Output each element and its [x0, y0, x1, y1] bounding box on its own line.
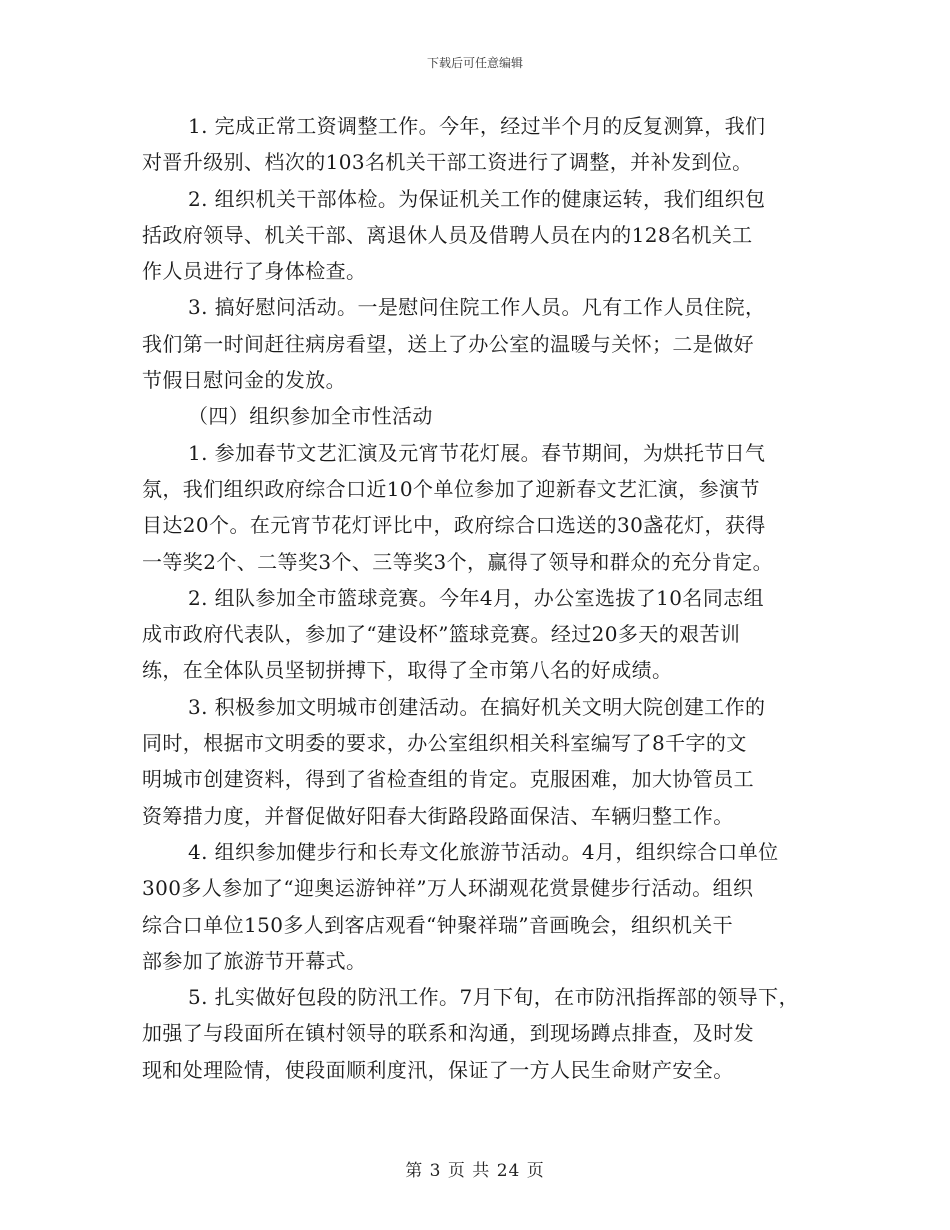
paragraph-line: 成市政府代表队，参加了“建设杯”篮球竞赛。经过20多天的艰苦训 — [142, 622, 741, 647]
paragraph-line: 4. 组织参加健步行和长寿文化旅游节活动。4月，组织综合口单位 — [188, 839, 779, 864]
paragraph-line: 1. 完成正常工资调整工作。今年，经过半个月的反复测算，我们 — [188, 114, 766, 138]
paragraph-line: 同时，根据市文明委的要求，办公室组织相关科室编写了8千字的文 — [142, 731, 747, 756]
paragraph-line: 我们第一时间赶往病房看望，送上了办公室的温暖与关怀；二是做好 — [142, 331, 754, 356]
paragraph-line: 作人员进行了身体检查。 — [142, 259, 367, 284]
paragraph-line: 现和处理险情，使段面顺利度汛，保证了一方人民生命财产安全。 — [142, 1057, 734, 1082]
paragraph-line: 3. 积极参加文明城市创建活动。在搞好机关文明大院创建工作的 — [188, 694, 766, 719]
paragraph-line: 氛，我们组织政府综合口近10个单位参加了迎新春文艺汇演，参演节 — [142, 476, 760, 501]
paragraph-line: 明城市创建资料，得到了省检查组的肯定。克服困难，加大协管员工 — [142, 767, 754, 792]
paragraph-line: 1. 参加春节文艺汇演及元宵节花灯展。春节期间，为烘托节日气 — [188, 440, 766, 465]
paragraph-line: 综合口单位150多人到客店观看“钟聚祥瑞”音画晚会，组织机关干 — [142, 912, 734, 937]
paragraph-line: 加强了与段面所在镇村领导的联系和沟通，到现场蹲点排查，及时发 — [142, 1021, 754, 1046]
paragraph-line: 部参加了旅游节开幕式。 — [142, 948, 367, 973]
paragraph-line: 节假日慰问金的发放。 — [142, 368, 346, 393]
page-number-footer: 第 3 页 共 24 页 — [405, 1161, 545, 1181]
paragraph-line: 300多人参加了“迎奥运游钟祥”万人环湖观花赏景健步行活动。组织 — [142, 876, 754, 901]
header-note: 下载后可任意编辑 — [426, 56, 523, 70]
document-body — [142, 108, 832, 1088]
paragraph-line: 对晋升级别、档次的103名机关干部工资进行了调整，并补发到位。 — [142, 150, 753, 175]
paragraph-line: 目达20个。在元宵节花灯评比中，政府综合口选送的30盏花灯，获得 — [142, 513, 766, 538]
paragraph-line: 资筹措力度，并督促做好阳春大街路段路面保洁、车辆归整工作。 — [142, 803, 734, 828]
paragraph-line: 2. 组队参加全市篮球竞赛。今年4月，办公室选拔了10名同志组 — [188, 585, 765, 610]
paragraph-line: 2. 组织机关干部体检。为保证机关工作的健康运转，我们组织包 — [188, 186, 766, 211]
paragraph-line: 括政府领导、机关干部、离退休人员及借聘人员在内的128名机关工 — [142, 222, 753, 247]
paragraph-line: 5. 扎实做好包段的防汛工作。7月下旬，在市防汛指挥部的领导下， — [188, 985, 799, 1010]
paragraph-line: 一等奖2个、二等奖3个、三等奖3个，赢得了领导和群众的充分肯定。 — [142, 549, 773, 574]
paragraph-line: 3. 搞好慰问活动。一是慰问住院工作人员。凡有工作人员住院， — [188, 295, 766, 320]
paragraph-line: 练，在全体队员坚韧拼搏下，取得了全市第八名的好成绩。 — [142, 658, 673, 683]
section-heading: （四）组织参加全市性活动 — [188, 404, 433, 429]
